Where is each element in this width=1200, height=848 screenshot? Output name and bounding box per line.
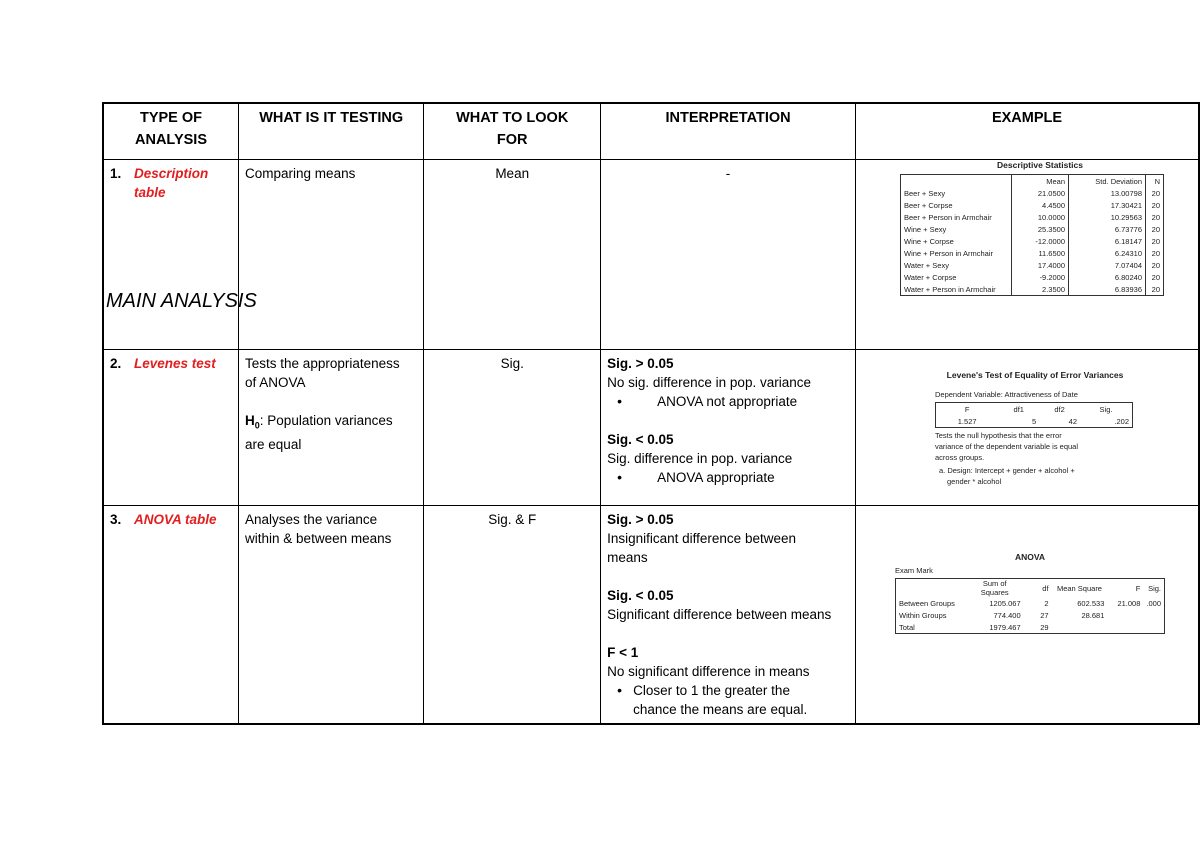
desc-row-n: 20 [1146,199,1164,211]
desc-row-sd: 6.24310 [1069,247,1146,259]
table-row [901,247,1164,259]
hypothesis-sub: 0 [254,420,260,431]
row2-testing-line2: of ANOVA [245,374,306,390]
levene-title: Levene's Test of Equality of Error Variances [946,370,1124,380]
desc-row-sd: 6.73776 [1069,223,1146,235]
row3-f-desc: No significant difference in means [607,663,810,679]
desc-col-mean: Mean [1012,175,1069,188]
anova-row-label: Between Groups [899,598,955,608]
row3-interpretation [601,505,856,724]
table-row [896,621,1165,634]
desc-row-sd: 10.29563 [1069,211,1146,223]
header-interpretation: INTERPRETATION [601,103,856,159]
desc-row-label: Wine + Person in Armchair [904,248,993,258]
desc-row-n: 20 [1146,283,1164,296]
levene-val-df2: 42 [1068,416,1078,426]
main-analysis-label: MAIN ANALYSIS [106,290,257,312]
desc-row-label: Wine + Sexy [904,224,947,234]
desc-row-mean: 10.0000 [1012,211,1069,223]
row3-type [103,505,239,724]
header-example: EXAMPLE [855,103,1199,159]
row3-number: 3. [110,511,122,527]
desc-table [900,174,1164,296]
anova-row-ss: 1205.067 [989,598,1021,608]
row2-number: 2. [110,355,122,371]
desc-row-label: Beer + Corpse [904,200,953,210]
desc-row-sd: 7.07404 [1069,259,1146,271]
anova-row-f [1107,609,1143,621]
anova-row-sig: .000 [1146,598,1161,608]
desc-row-mean: 4.4500 [1012,199,1069,211]
anova-row-ms [1052,621,1108,634]
desc-row-mean: 25.3500 [1012,223,1069,235]
anova-row-df: 29 [1040,622,1049,632]
anova-row-f: 21.008 [1117,598,1141,608]
row3-testing-line1: Analyses the variance [245,511,378,527]
anova-row-ms: 28.681 [1081,610,1105,620]
anova-col-df: df [1042,583,1049,593]
row3-testing [239,505,424,724]
desc-row-label: Wine + Corpse [904,236,954,246]
row1-testing: Comparing means [239,159,424,349]
levene-example [935,370,1135,487]
desc-row-label: Water + Corpse [904,272,957,282]
row3-f-bullet-cont: chance the means are equal. [633,701,808,717]
hypothesis-line1: : Population variances [259,412,393,428]
anova-title: ANOVA [1014,552,1046,562]
desc-row-mean: -12.0000 [1012,235,1069,247]
table-row [901,259,1164,271]
desc-row-n: 20 [1146,247,1164,259]
table-row [901,223,1164,235]
table-row [901,283,1164,296]
anova-row-df: 2 [1044,598,1049,608]
row1-number: 1. [110,165,122,181]
row2-interpretation [601,349,856,505]
table-row [901,187,1164,199]
levene-col-f: F [964,404,970,414]
row3-sig-gt: Sig. > 0.05 [607,511,674,527]
levene-val-df1: 5 [1032,416,1037,426]
desc-row-n: 20 [1146,187,1164,199]
anova-col-ss: Sum of Squares [980,579,1009,597]
desc-row-mean: -9.2000 [1012,271,1069,283]
desc-row-n: 20 [1146,223,1164,235]
row1-name-line2: table [134,184,166,200]
desc-row-mean: 21.0500 [1012,187,1069,199]
hypothesis-h: H [245,412,255,428]
anova-row-label: Total [899,622,915,632]
row2-gt-desc: No sig. difference in pop. variance [607,374,811,390]
desc-title: Descriptive Statistics [997,160,1083,170]
levene-dependent: Dependent Variable: Attractiveness of Date [935,390,1078,399]
row1-look: Mean [424,159,601,349]
levene-note4: a. Design: Intercept + gender + alcohol + [939,466,1075,475]
desc-row-sd: 6.83936 [1069,283,1146,296]
row2-look: Sig. [424,349,601,505]
row3-testing-line2: within & between means [245,530,392,546]
row3-f-label: F < 1 [607,644,639,660]
table-row [901,211,1164,223]
table-row [896,609,1165,621]
desc-row-label: Water + Sexy [904,260,949,270]
anova-col-f: F [1135,583,1141,593]
desc-row-mean: 11.6500 [1012,247,1069,259]
anova-row-ms: 602.533 [1077,598,1105,608]
row2-sig-gt: Sig. > 0.05 [607,355,674,371]
desc-col-sd: Std. Deviation [1069,175,1146,188]
levene-val-sig: .202 [1114,416,1129,426]
row3-lt-desc: Significant difference between means [607,606,832,622]
levene-val-f: 1.527 [957,416,977,426]
anova-dependent: Exam Mark [895,566,933,575]
row3-name: ANOVA table [134,511,217,527]
header-type-line1: TYPE OF [139,110,203,126]
table-row [901,199,1164,211]
row2-gt-bullet: • ANOVA not appropriate [607,392,849,411]
row1-name [134,164,208,202]
row2-lt-desc: Sig. difference in pop. variance [607,450,793,466]
row2-lt-bullet: • ANOVA appropriate [607,468,849,487]
levene-table [935,402,1133,428]
desc-row-sd: 6.80240 [1069,271,1146,283]
row1-name-line1: Description [134,165,209,181]
anova-row-f [1107,621,1143,634]
desc-row-n: 20 [1146,259,1164,271]
anova-row-df: 27 [1040,610,1049,620]
row1-type [103,159,239,349]
header-look-line2: FOR [496,132,528,148]
row3-gt-desc1: Insignificant difference between [607,530,796,546]
desc-row-sd: 6.18147 [1069,235,1146,247]
levene-note5: gender * alcohol [947,477,1002,486]
desc-row-sd: 13.00798 [1069,187,1146,199]
row3-sig-lt: Sig. < 0.05 [607,587,674,603]
row2-sig-lt: Sig. < 0.05 [607,431,674,447]
desc-row-label: Beer + Person in Armchair [904,212,992,222]
anova-row-ss: 1979.467 [989,622,1021,632]
desc-row-label: Water + Person in Armchair [904,284,996,294]
row1-interpretation: - [601,159,856,349]
levene-col-sig: Sig. [1099,404,1113,414]
row3-f-bullet: • Closer to 1 the greater the [607,681,849,700]
desc-row-n: 20 [1146,235,1164,247]
desc-row-mean: 17.4000 [1012,259,1069,271]
anova-row-sig [1143,609,1164,621]
anova-col-sig: Sig. [1148,583,1161,593]
anova-row-sig [1143,621,1164,634]
hypothesis-line2: are equal [245,437,302,453]
header-type-line2: ANALYSIS [135,132,207,148]
header-look [424,103,601,159]
levene-note3: across groups. [935,453,985,462]
desc-row-sd: 17.30421 [1069,199,1146,211]
row2-type [103,349,239,505]
row2-hypothesis [245,411,417,436]
header-row [103,103,1199,159]
anova-row-label: Within Groups [899,610,947,620]
desc-row-n: 20 [1146,211,1164,223]
row2-testing [239,349,424,505]
levene-col-df1: df1 [1013,404,1024,414]
header-testing: WHAT IS IT TESTING [239,103,424,159]
table-row [901,235,1164,247]
table-row [901,271,1164,283]
anova-row-ss: 774.400 [993,610,1021,620]
row3-look: Sig. & F [424,505,601,724]
row3-gt-desc2: means [607,549,648,565]
desc-row-mean: 2.3500 [1012,283,1069,296]
header-look-line1: WHAT TO LOOK [456,110,569,126]
table-row [896,597,1165,609]
desc-col-n: N [1146,175,1164,188]
row2-name: Levenes test [134,355,216,371]
levene-col-df2: df2 [1054,404,1065,414]
header-type [103,103,239,159]
row2-testing-line1: Tests the appropriateness [245,355,400,371]
levene-note1: Tests the null hypothesis that the error [935,431,1062,440]
levene-note2: variance of the dependent variable is equal [935,442,1079,451]
desc-row-n: 20 [1146,271,1164,283]
anova-table [895,578,1165,634]
desc-row-label: Beer + Sexy [904,188,946,198]
anova-example [895,552,1165,634]
descriptive-stats-example [900,160,1180,296]
anova-col-ms: Mean Square [1056,583,1102,593]
